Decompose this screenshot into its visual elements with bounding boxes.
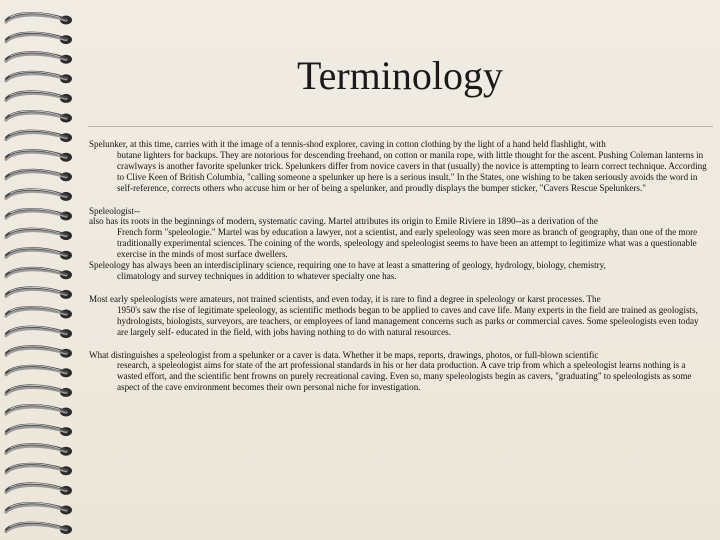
binding-ring-icon bbox=[6, 444, 72, 456]
binding-ring-icon bbox=[6, 209, 72, 221]
binding-ring-icon bbox=[6, 52, 72, 64]
paragraph-continuation: 1950's saw the rise of legitimate speleology, as scientific methods began to be applied to caves and cave life. Many experts in the field are trained as geologists, hydrologists, biologists, surveyors, are teachers, or employees of land management concerns such as parks or commercial caves. Some speleologists even today are largely self- educated in the field, with jobs having nothing to do with natural resources. bbox=[117, 304, 699, 337]
binding-ring-icon bbox=[6, 248, 72, 260]
paragraph-first-line: What distinguishes a speleologist from a spelunker or a caver is data. Whether it be maps, reports, drawings, photos, or full-blown scientific bbox=[89, 349, 599, 360]
binding-ring-icon bbox=[6, 327, 72, 339]
binding-ring-icon bbox=[6, 385, 72, 397]
binding-ring-icon bbox=[6, 268, 72, 280]
binding-ring-icon bbox=[6, 346, 72, 358]
binding-ring-icon bbox=[6, 425, 72, 437]
binding-ring-icon bbox=[6, 72, 72, 84]
binding-ring-icon bbox=[6, 464, 72, 476]
paragraph-continuation: French form "speleologie." Martel was by education a lawyer, not a scientist, and early speleology was seen more as branch of geography, than one of the more traditionally experimental sciences. The coining of the words, speleology and speleologist seems to have been an attempt to legitimize what was a questionable exercise in the minds of most surface dwellers. bbox=[117, 227, 698, 260]
paragraph-speleologist-heading bbox=[89, 206, 709, 217]
title-divider bbox=[88, 126, 713, 127]
paragraph-spelunker bbox=[89, 139, 709, 194]
binding-ring-icon bbox=[6, 150, 72, 162]
binding-ring-icon bbox=[6, 366, 72, 378]
binding-ring-icon bbox=[6, 287, 72, 299]
binding-ring-icon bbox=[6, 33, 72, 45]
paragraph-continuation: butane lighters for backups. They are notorious for descending freehand, on cotton or manila rope, with little thought for the ascent. Pushing Coleman lanterns in crawlways is another favorite spelunker trick. Spelunkers differ from novice cavers in that (usually) the novice is attempting to learn correct technique. According to Clive Keen of British Columbia, "calling someone a spelunker up here is a serious insult." In the States, one wishing to be taken seriously avoids the word in self-reference, corrects others who accuse him or her of being a spelunker, and proudly displays the bumper sticker, "Cavers Rescue Spelunkers." bbox=[117, 149, 707, 193]
binding-ring-icon bbox=[6, 229, 72, 241]
slide-title: Terminology bbox=[296, 53, 504, 98]
slide-body bbox=[89, 139, 709, 393]
paragraph-first-line: Most early speleologists were amateurs, not trained scientists, and even today, it is rare to find a degree in speleology or karst processes. The bbox=[89, 293, 601, 304]
paragraph-first-line: also has its roots in the beginnings of modern, systematic caving. Martel attributes its origin to Emile Riviere in 1890--as a derivation of the bbox=[89, 216, 598, 227]
binding-ring-icon bbox=[6, 91, 72, 103]
binding-ring-icon bbox=[6, 170, 72, 182]
binding-ring-icon bbox=[6, 523, 72, 535]
paragraph-early-speleologists bbox=[89, 294, 709, 338]
paragraph-first-line: Spelunker, at this time, carries with it the image of a tennis-shod explorer, caving in cotton clothing by the light of a hand held flashlight, with bbox=[89, 139, 606, 149]
binding-ring-icon bbox=[6, 131, 72, 143]
binding-ring-icon bbox=[6, 405, 72, 417]
binding-ring-icon bbox=[6, 189, 72, 201]
binding-ring-icon bbox=[6, 111, 72, 123]
paragraph-first-line: Speleology has always been an interdisciplinary science, requiring one to have at least a smattering of geology, hydrology, biology, chemistry, bbox=[89, 260, 606, 271]
spiral-binding bbox=[0, 0, 80, 540]
paragraph-continuation: research, a speleologist aims for state of the art professional standards in his or her data production. A cave trip from which a speleologist learns nothing is a wasted effort, and the scientific bent frowns on purely recreational caving. Even so, many speleologists begin as cavers, "graduating" to speleologists as some aspect of the cave environment becomes their own personal niche for investigation. bbox=[117, 360, 692, 393]
binding-ring-icon bbox=[6, 503, 72, 515]
binding-ring-icon bbox=[6, 13, 72, 25]
paragraph-speleologist-origin bbox=[89, 216, 709, 260]
paragraph-data bbox=[89, 350, 709, 394]
paragraph-continuation: climatology and survey techniques in addition to whatever specialty one has. bbox=[117, 270, 397, 281]
paragraph-interdisciplinary bbox=[89, 260, 709, 282]
binding-ring-icon bbox=[6, 483, 72, 495]
binding-ring-icon bbox=[6, 307, 72, 319]
paragraph-first-line: Speleologist-- bbox=[89, 205, 141, 216]
